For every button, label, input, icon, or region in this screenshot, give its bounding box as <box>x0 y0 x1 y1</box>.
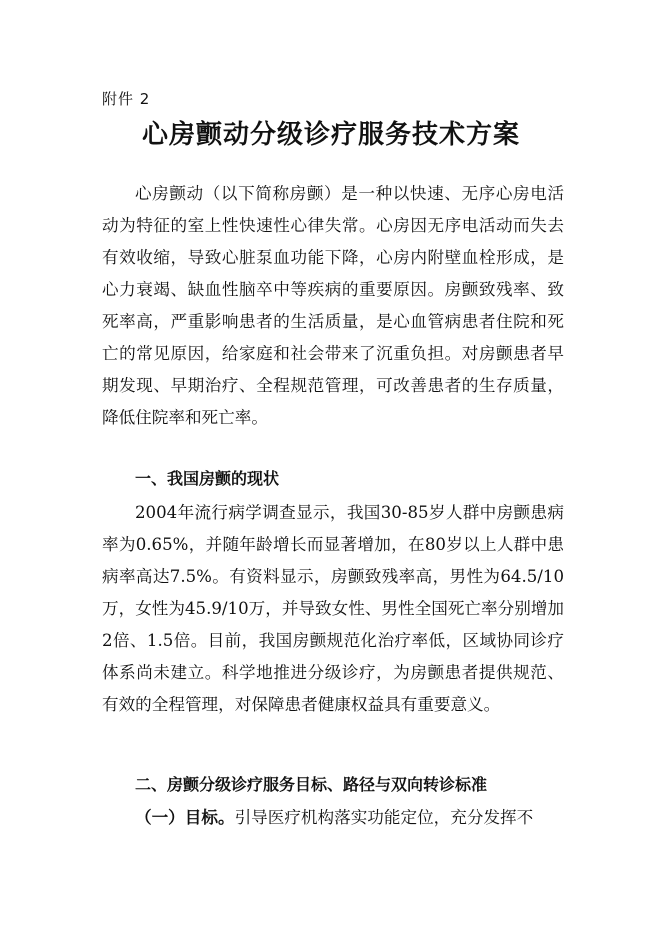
section-1-heading: 一、我国房颤的现状 <box>135 469 280 488</box>
section-2-heading: 二、房颤分级诊疗服务目标、路径与双向转诊标准 <box>135 775 488 794</box>
subsection-1-text: 引导医疗机构落实功能定位，充分发挥不 <box>234 808 534 827</box>
document-title: 心房颤动分级诊疗服务技术方案 <box>141 120 520 150</box>
subsection-1-label: （一）目标。 <box>135 808 235 827</box>
intro-paragraph: 心房颤动（以下简称房颤）是一种以快速、无序心房电活动为特征的室上性快速性心律失常。心房因无序电活动而失去有效收缩，导致心脏泵血功能下降，心房内附壁血栓形成，是心力衰竭、缺血性脑卒中等疾病的重要原因。房颤致残率、致死率高，严重影响患者的生活质量，是心血管病患者住院和死亡的常见原因，给家庭和社会带来了沉重负担。对房颤患者早期发现、早期治疗、全程规范管理，可改善患者的生存质量，降低住院率和死亡率。 <box>102 184 564 427</box>
section-2-subsection-1 <box>135 802 575 834</box>
section-1-paragraph: 2004年流行病学调查显示，我国30-85岁人群中房颤患病率为0.65%，并随年龄增长而显著增加，在80岁以上人群中患病率高达7.5%。有资料显示，房颤致残率高，男性为64.5/10万，女性为45.9/10万，并导致女性、男性全国死亡率分别增加2倍、1.5倍。目前，我国房颤规范化治疗率低，区域协同诊疗体系尚未建立。科学地推进分级诊疗，为房颤患者提供规范、有效的全程管理，对保障患者健康权益具有重要意义。 <box>102 503 564 714</box>
attachment-label: 附件 2 <box>102 90 151 108</box>
